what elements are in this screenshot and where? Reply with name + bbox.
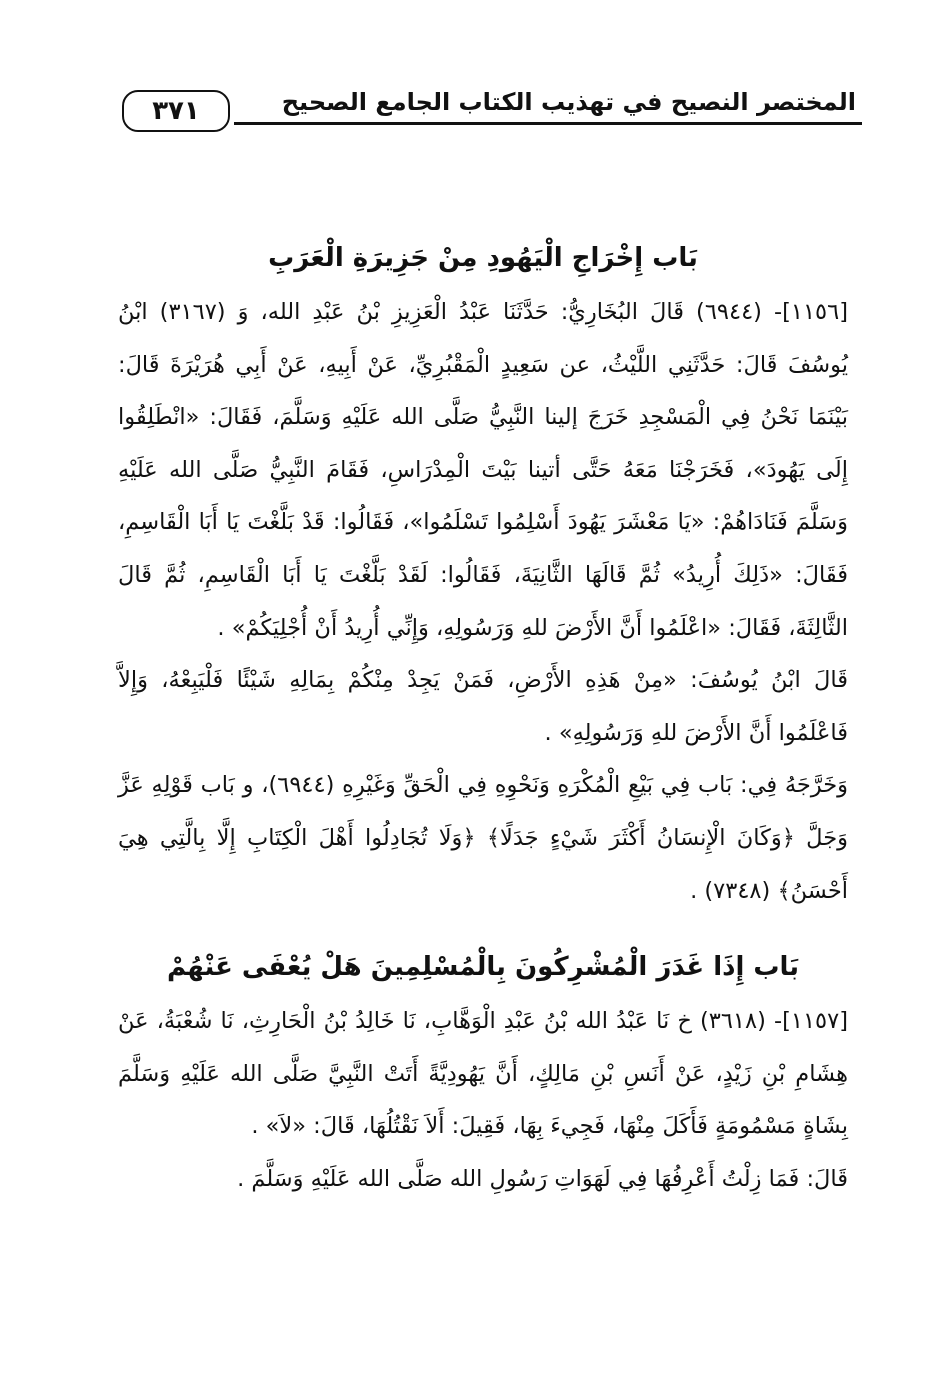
hadith-paragraph: [١١٥٧]- (٣٦١٨) خ نَا عَبْدُ الله بْنُ عَبْدِ الْوَهَّابِ، نَا خَالِدُ بْنُ الْحَارِثِ، نَا شُعْبَةُ، عَنْ هِشَامِ بْنِ زَيْدٍ، عَنْ أَنَسِ بْنِ مَالِكٍ، أَنَّ يَهُودِيَّةً أَتَتْ النَّبِيَّ صَلَّى الله عَلَيْهِ وَسَلَّمَ بِشَاةٍ مَسْمُومَةٍ فَأَكَلَ مِنْهَا، فَجِيءَ بِهَا، فَقِيلَ: أَلاَ نَقْتُلُهَا، قَالَ: «لاَ» . bbox=[118, 1008, 848, 1140]
narration-note: قَالَ ابْنُ يُوسُفَ: «مِنْ هَذِهِ الأَرْضِ، فَمَنْ يَجِدْ مِنْكُمْ بِمَالِهِ شَيْئًا فَلْيَبِعْهُ، وَإِلاَّ فَاعْلَمُوا أَنَّ الأَرْضَ للهِ وَرَسُولِهِ» . bbox=[118, 667, 848, 746]
narration-note: قَالَ: فَمَا زِلْتُ أَعْرِفُهَا فِي لَهَوَاتِ رَسُولِ الله صَلَّى الله عَلَيْهِ وَسَلَّمَ . bbox=[237, 1165, 848, 1192]
chapter-heading: بَاب إِذَا غَدَرَ الْمُشْرِكُونَ بِالْمُسْلِمِينَ هَلْ يُعْفَى عَنْهُمْ bbox=[166, 952, 800, 983]
chapter-section bbox=[118, 236, 848, 917]
takhrij-note: وَخَرَّجَهُ فِي: بَاب فِي بَيْعِ الْمُكْرَهِ وَنَحْوِهِ فِي الْحَقِّ وَغَيْرِهِ (٦٩٤٤)، و بَاب قَوْلِهِ عَزَّ وَجَلَّ ﴿وَكَانَ الْإِنسَانُ أَكْثَرَ شَيْءٍ جَدَلًا﴾ ﴿وَلَا تُجَادِلُوا أَهْلَ الْكِتَابِ إِلَّا بِالَّتِي هِيَ أَحْسَنُ﴾ (٧٣٤٨) . bbox=[118, 772, 848, 904]
running-title: المختصر النصيح في تهذيب الكتاب الجامع الصحيح bbox=[281, 88, 856, 116]
page-number: ٣٧١ bbox=[122, 90, 230, 132]
page-body bbox=[118, 236, 848, 1206]
chapter-heading: بَاب إِخْرَاجِ الْيَهُودِ مِنْ جَزِيرَةِ الْعَرَبِ bbox=[268, 243, 698, 273]
page-header bbox=[122, 88, 862, 134]
header-rule bbox=[234, 122, 862, 125]
chapter-section bbox=[118, 945, 848, 1205]
hadith-paragraph: [١١٥٦]- (٦٩٤٤) قَالَ البُخَارِيُّ: حَدَّثَنَا عَبْدُ الْعَزِيزِ بْنُ عَبْدِ الله، وَ (٣١٦٧) ابْنُ يُوسُفَ قَالَ: حَدَّثَنِي اللَّيْثُ، عن سَعِيدٍ الْمَقْبُرِيِّ، عَنْ أَبِيهِ، عَنْ أَبِي هُرَيْرَةَ قَالَ: بَيْنَمَا نَحْنُ فِي الْمَسْجِدِ خَرَجَ إلينا النَّبِيُّ صَلَّى الله عَلَيْهِ وَسَلَّمَ، فَقَالَ: «انْطَلِقُوا إِلَى يَهُودَ»، فَخَرَجْنَا مَعَهُ حَتَّى أتينا بَيْتَ الْمِدْرَاسِ، فَقَامَ النَّبِيُّ صَلَّى الله عَلَيْهِ وَسَلَّمَ فَنَادَاهُمْ: «يَا مَعْشَرَ يَهُودَ أَسْلِمُوا تَسْلَمُوا»، فَقَالُوا: قَدْ بَلَّغْتَ يَا أَبَا الْقَاسِمِ، فَقَالَ: «ذَلِكَ أُرِيدُ» ثُمَّ قَالَهَا الثَّانِيَةَ، فَقَالُوا: لَقَدْ بَلَّغْتَ يَا أَبَا الْقَاسِمِ، ثُمَّ قَالَ الثَّالِثَةَ، فَقَالَ: «اعْلَمُوا أَنَّ الأَرْضَ للهِ وَرَسُولِهِ، وَإِنِّي أُرِيدُ أَنْ أُجْلِيَكُمْ» . bbox=[118, 299, 849, 641]
